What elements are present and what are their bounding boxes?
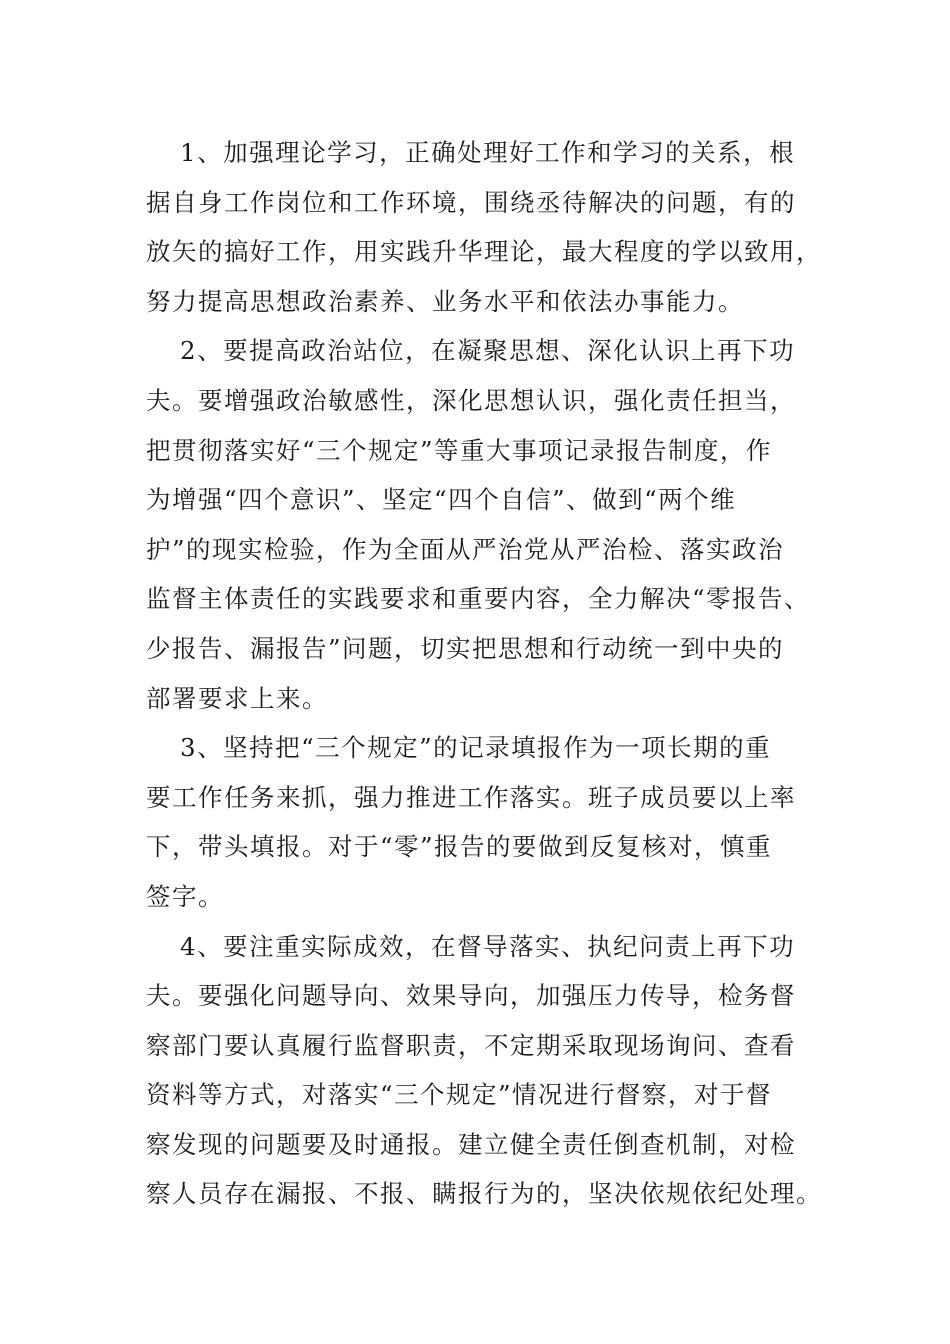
paragraph-line: 夫。要增强政治敏感性，深化思想认识，强化责任担当， [146,385,796,415]
paragraph-line: 把贯彻落实好“三个规定”等重大事项记录报告制度，作 [146,435,773,465]
paragraph-line: 察部门要认真履行监督职责，不定期采取现场询问、查看 [146,1030,796,1060]
paragraph-line: 努力提高思想政治素养、业务水平和依法办事能力。 [146,286,744,316]
paragraph-4 [146,922,822,1220]
paragraph-line: 要工作任务来抓，强力推进工作落实。班子成员要以上率 [146,782,796,812]
paragraph-line: 察人员存在漏报、不报、瞒报行为的，坚决依规依纪处理。 [146,1179,822,1209]
paragraph-3 [146,723,806,921]
paragraph-line: 察发现的问题要及时通报。建立健全责任倒查机制，对检 [146,1129,796,1159]
paragraph-line: 1、加强理论学习，正确处理好工作和学习的关系，根 [180,138,796,167]
paragraph-line: 2、要提高政治站位，在凝聚思想、深化认识上再下功 [180,336,796,366]
paragraph-line: 护”的现实检验，作为全面从严治党从严治检、落实政治 [146,534,785,564]
paragraph-2 [146,326,811,723]
document-body [146,128,822,1219]
paragraph-line: 监督主体责任的实践要求和重要内容，全力解决“零报告、 [146,584,811,614]
paragraph-line: 放矢的搞好工作，用实践升华理论，最大程度的学以致用， [146,237,822,267]
paragraph-line: 签字。 [146,881,224,911]
paragraph-line: 少报告、漏报告”问题，切实把思想和行动统一到中央的 [146,633,785,663]
paragraph-line: 下，带头填报。对于“零”报告的要做到反复核对，慎重 [146,832,773,862]
paragraph-line: 夫。要强化问题导向、效果导向，加强压力传导，检务督 [146,981,796,1011]
paragraph-line: 4、要注重实际成效，在督导落实、执纪问责上再下功 [180,931,796,961]
paragraph-line: 为增强“四个意识”、坚定“四个自信”、做到“两个维 [146,485,737,515]
paragraph-line: 据自身工作岗位和工作环境，围绕丞待解决的问题，有的 [146,187,796,217]
paragraph-line: 3、坚持把“三个规定”的记录填报作为一项长期的重 [180,733,772,763]
paragraph-line: 资料等方式，对落实“三个规定”情况进行督察，对于督 [146,1080,773,1110]
paragraph-1 [146,128,822,326]
paragraph-line: 部署要求上来。 [146,683,328,713]
